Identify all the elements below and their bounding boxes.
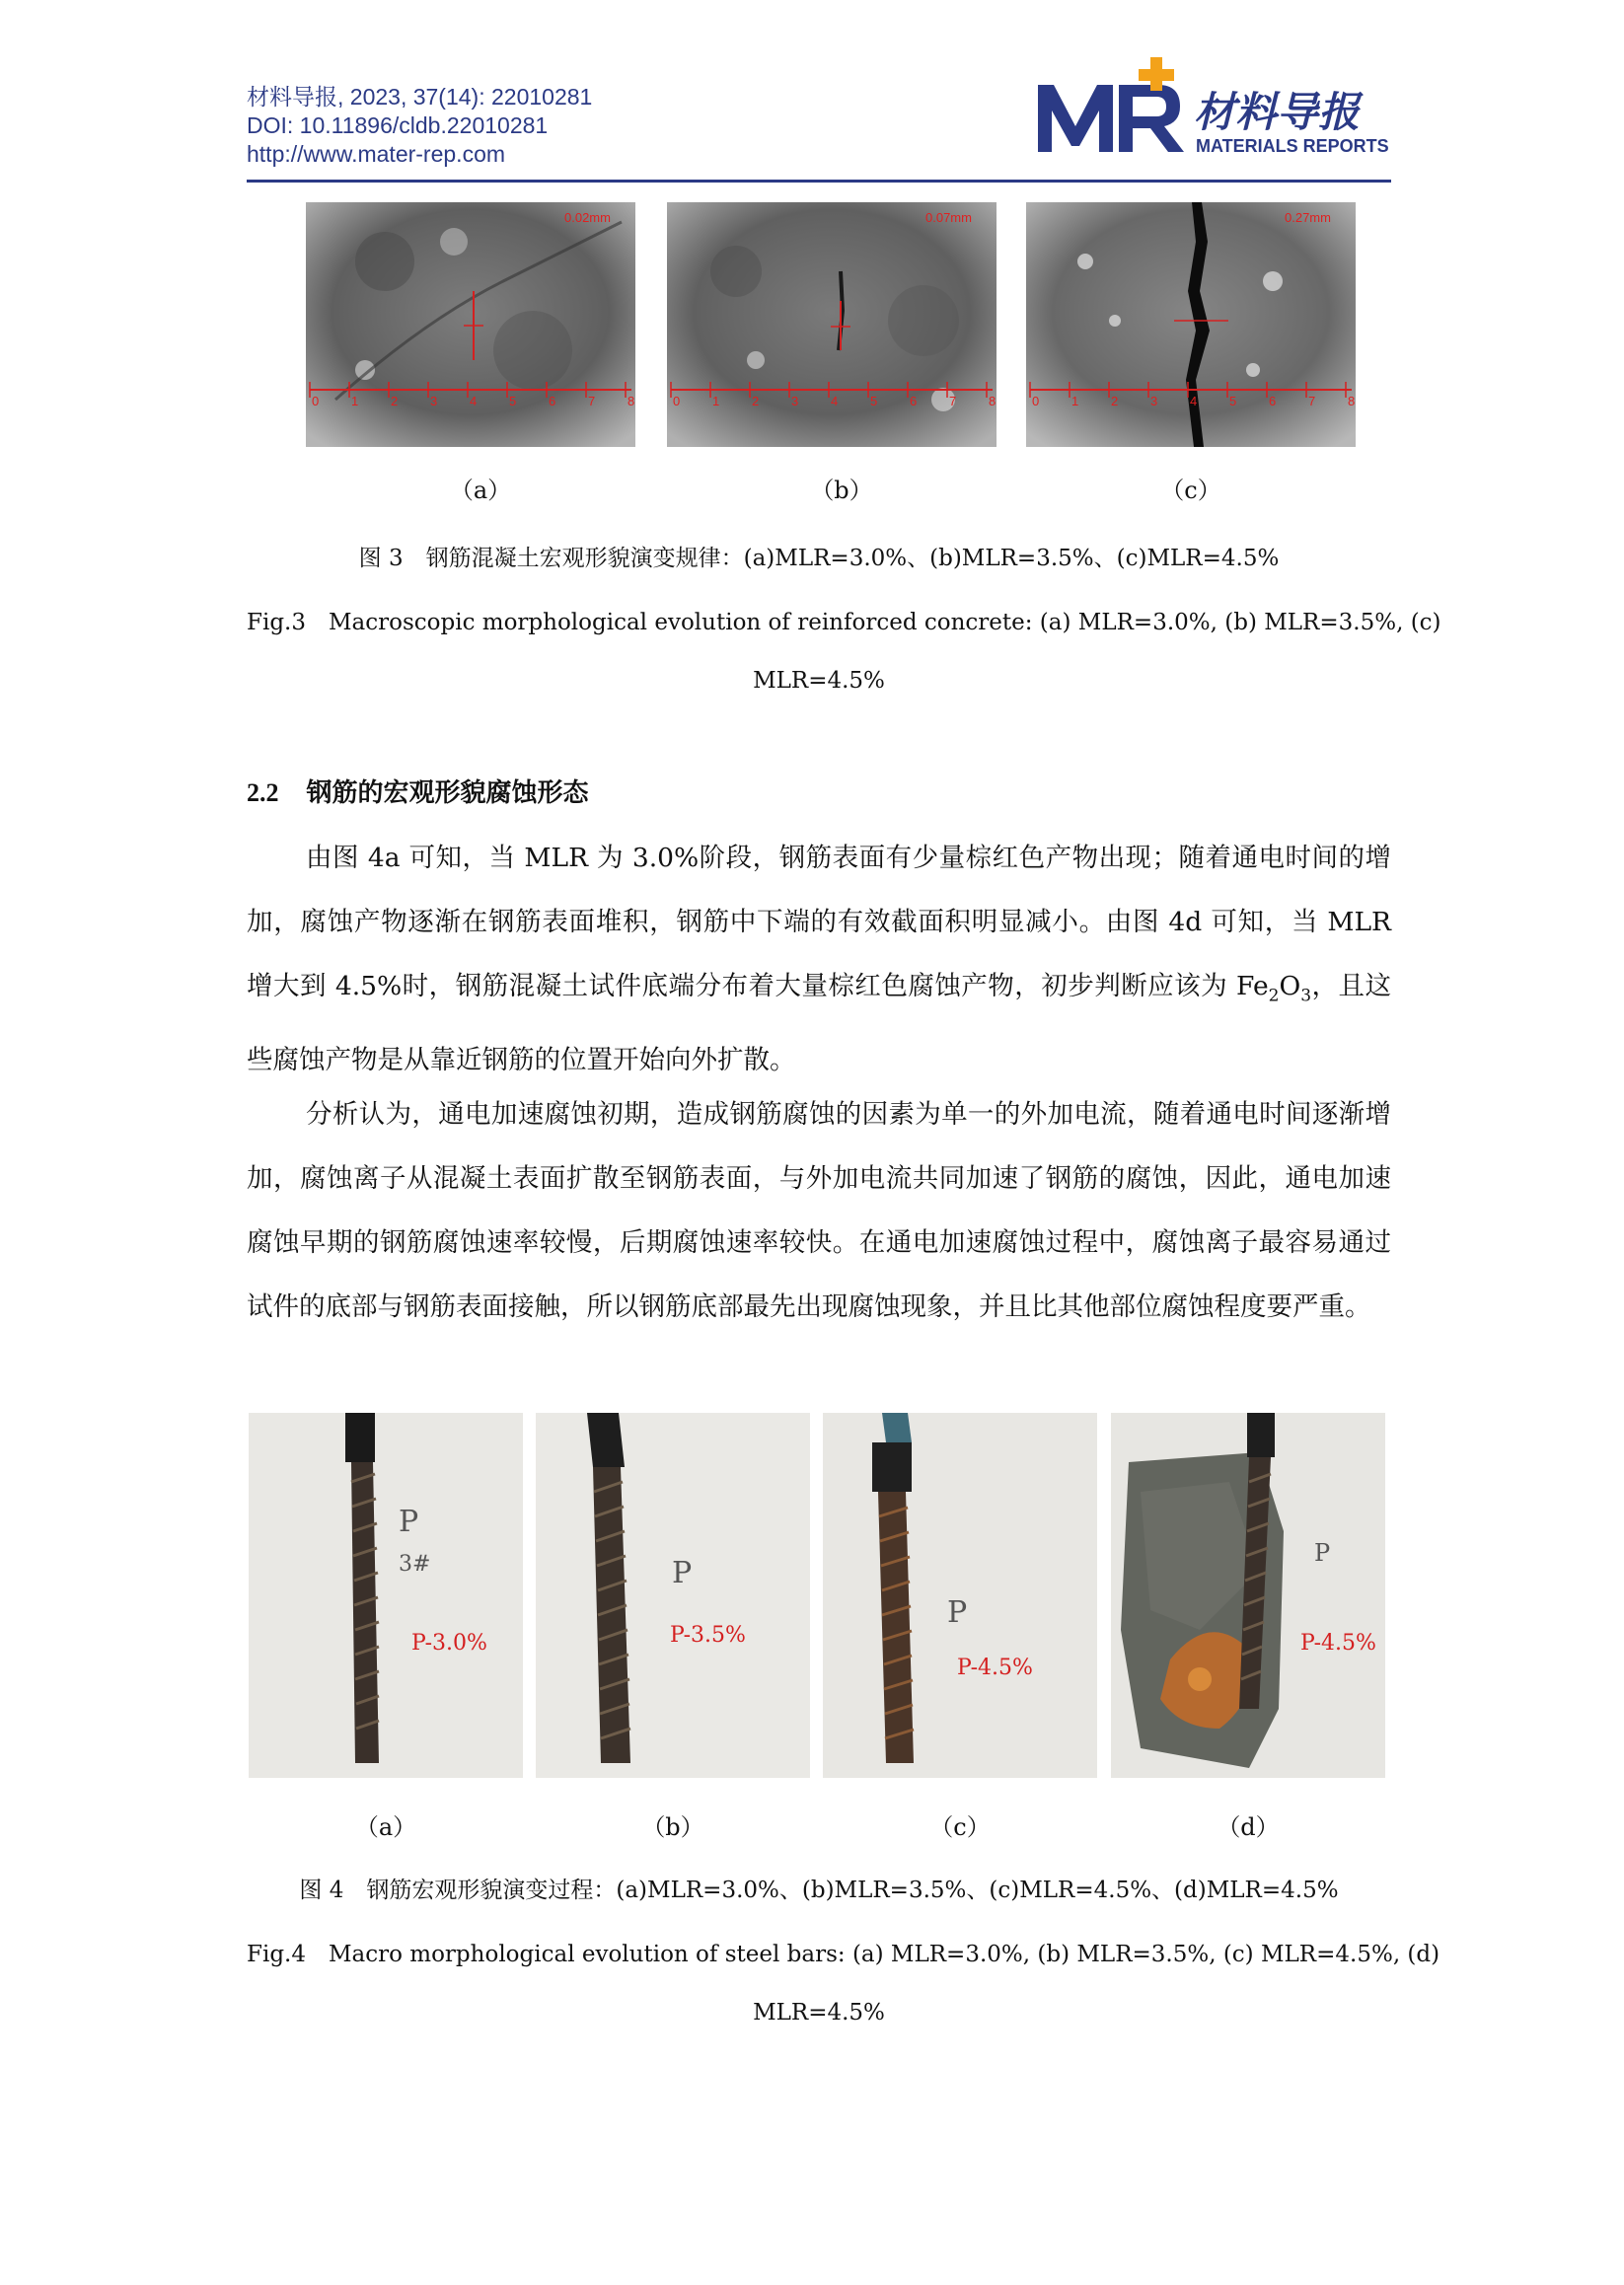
scale-tick-label: 2	[391, 394, 399, 408]
photo-d	[1111, 1413, 1385, 1778]
fig4-label-a: （a）	[354, 1813, 417, 1841]
hand-mark-c: P	[947, 1595, 968, 1630]
photo-a	[249, 1413, 523, 1778]
fig3-caption-en-cont: MLR=4.5%	[753, 668, 885, 694]
micrograph-c	[1026, 202, 1356, 447]
scale-tick-label: 3	[1150, 394, 1158, 408]
scale-tick-label: 1	[712, 394, 720, 408]
photo-label-a: P-3.0%	[411, 1631, 487, 1656]
scale-tick-label: 5	[1229, 394, 1237, 408]
page-header	[247, 83, 1391, 182]
paragraph-1	[247, 826, 1391, 1092]
scale-tick-label: 4	[470, 394, 478, 408]
photo-label-c: P-4.5%	[957, 1656, 1033, 1680]
scale-tick-label: 1	[1071, 394, 1079, 408]
scale-tick-label: 0	[1032, 394, 1040, 408]
scale-tick-label: 3	[791, 394, 799, 408]
hand-mark-a: P	[399, 1505, 419, 1539]
subscript-2: 2	[1268, 986, 1280, 1006]
oxygen-symbol: O	[1279, 971, 1301, 1001]
journal-url[interactable]: http://www.mater-rep.com	[247, 141, 506, 167]
photo-b	[536, 1413, 810, 1778]
photo-c	[823, 1413, 1097, 1778]
scale-tick-label: 6	[549, 394, 556, 408]
section-heading	[247, 773, 589, 809]
scale-tick-label: 7	[588, 394, 596, 408]
measure-a: 0.02mm	[564, 210, 611, 225]
citation-block	[247, 83, 592, 169]
fig4-caption-en: Fig.4 Macro morphological evolution of steel bars: (a) MLR=3.0%, (b) MLR=3.5%, (c) MLR=4.5%, (d)	[247, 1942, 1440, 1967]
scale-tick-label: 1	[351, 394, 359, 408]
scale-tick-label: 0	[312, 394, 320, 408]
header-rule	[247, 180, 1391, 183]
logo-english-text: MATERIALS REPORTS	[1196, 136, 1389, 156]
fig4-label-b: （b）	[641, 1813, 704, 1841]
paragraph-1-text: 由图 4a 可知，当 MLR 为 3.0%阶段，钢筋表面有少量棕红色产物出现；随着通电时间的增加，腐蚀产物逐渐在钢筋表面堆积，钢筋中下端的有效截面积明显减小。由图 4d 可知，当 MLR 增大到 4.5%时，钢筋混凝土试件底端分布着大量棕红色腐蚀产物，初步判断应该为 Fe	[247, 843, 1391, 1001]
fig3-label-c: （c）	[1160, 477, 1221, 504]
photo-label-b: P-3.5%	[670, 1623, 746, 1648]
hand-mark-d: P	[1314, 1539, 1331, 1567]
scale-tick-label: 7	[1308, 394, 1316, 408]
journal-citation: 材料导报, 2023, 37(14): 22010281	[247, 84, 593, 110]
hand-mark-b: P	[672, 1556, 693, 1590]
logo-chinese-text: 材料导报	[1194, 88, 1361, 136]
fig4-caption-cn: 图 4 钢筋宏观形貌演变过程：(a)MLR=3.0%、(b)MLR=3.5%、(c)MLR=4.5%、(d)MLR=4.5%	[299, 1878, 1339, 1903]
scale-tick-label: 6	[910, 394, 918, 408]
fig3-caption-en: Fig.3 Macroscopic morphological evolution of reinforced concrete: (a) MLR=3.0%, (b) MLR=3.5%, (c)	[247, 610, 1441, 635]
measure-c: 0.27mm	[1285, 210, 1331, 225]
scale-tick-label: 2	[752, 394, 760, 408]
subscript-3: 3	[1300, 986, 1312, 1006]
fig3-caption-cn: 图 3 钢筋混凝土宏观形貌演变规律：(a)MLR=3.0%、(b)MLR=3.5%、(c)MLR=4.5%	[358, 546, 1280, 571]
scale-tick-label: 5	[870, 394, 878, 408]
measure-b: 0.07mm	[925, 210, 972, 225]
section-title: 钢筋的宏观形貌腐蚀形态	[306, 778, 589, 808]
micrograph-b	[667, 202, 997, 447]
scale-tick-label: 2	[1111, 394, 1119, 408]
fig3-label-b: （b）	[810, 477, 873, 504]
paragraph-2: 分析认为，通电加速腐蚀初期，造成钢筋腐蚀的因素为单一的外加电流，随着通电时间逐渐增加，腐蚀离子从混凝土表面扩散至钢筋表面，与外加电流共同加速了钢筋的腐蚀，因此，通电加速腐蚀早期的钢筋腐蚀速率较慢，后期腐蚀速率较快。在通电加速腐蚀过程中，腐蚀离子最容易通过试件的底部与钢筋表面接触，所以钢筋底部最先出现腐蚀现象，并且比其他部位腐蚀程度要严重。	[247, 1099, 1391, 1322]
section-number: 2.2	[247, 778, 279, 807]
fig4-label-d: （d）	[1217, 1813, 1280, 1841]
scale-tick-label: 7	[949, 394, 957, 408]
scale-tick-label: 8	[1348, 394, 1356, 408]
figure-3	[0, 202, 1624, 504]
fig4-label-c: （c）	[929, 1813, 991, 1841]
scale-tick-label: 6	[1269, 394, 1277, 408]
paragraph-1-tail: ，且这些腐蚀产物是从靠近钢筋的位置开始向外扩散。	[247, 971, 1391, 1076]
scale-tick-label: 4	[1190, 394, 1198, 408]
hand-extra-a: 3#	[399, 1552, 431, 1577]
fig3-label-a: （a）	[449, 477, 512, 504]
journal-logo	[1036, 55, 1391, 174]
scale-tick-label: 4	[831, 394, 839, 408]
scale-tick-label: 8	[627, 394, 635, 408]
scale-tick-label: 5	[509, 394, 517, 408]
scale-tick-label: 3	[430, 394, 438, 408]
micrograph-a	[306, 202, 635, 447]
photo-label-d: P-4.5%	[1300, 1631, 1376, 1656]
fig4-caption-en-cont: MLR=4.5%	[753, 2000, 885, 2026]
scale-tick-label: 0	[673, 394, 681, 408]
scale-tick-label: 8	[989, 394, 997, 408]
doi-text: DOI: 10.11896/cldb.22010281	[247, 112, 549, 138]
